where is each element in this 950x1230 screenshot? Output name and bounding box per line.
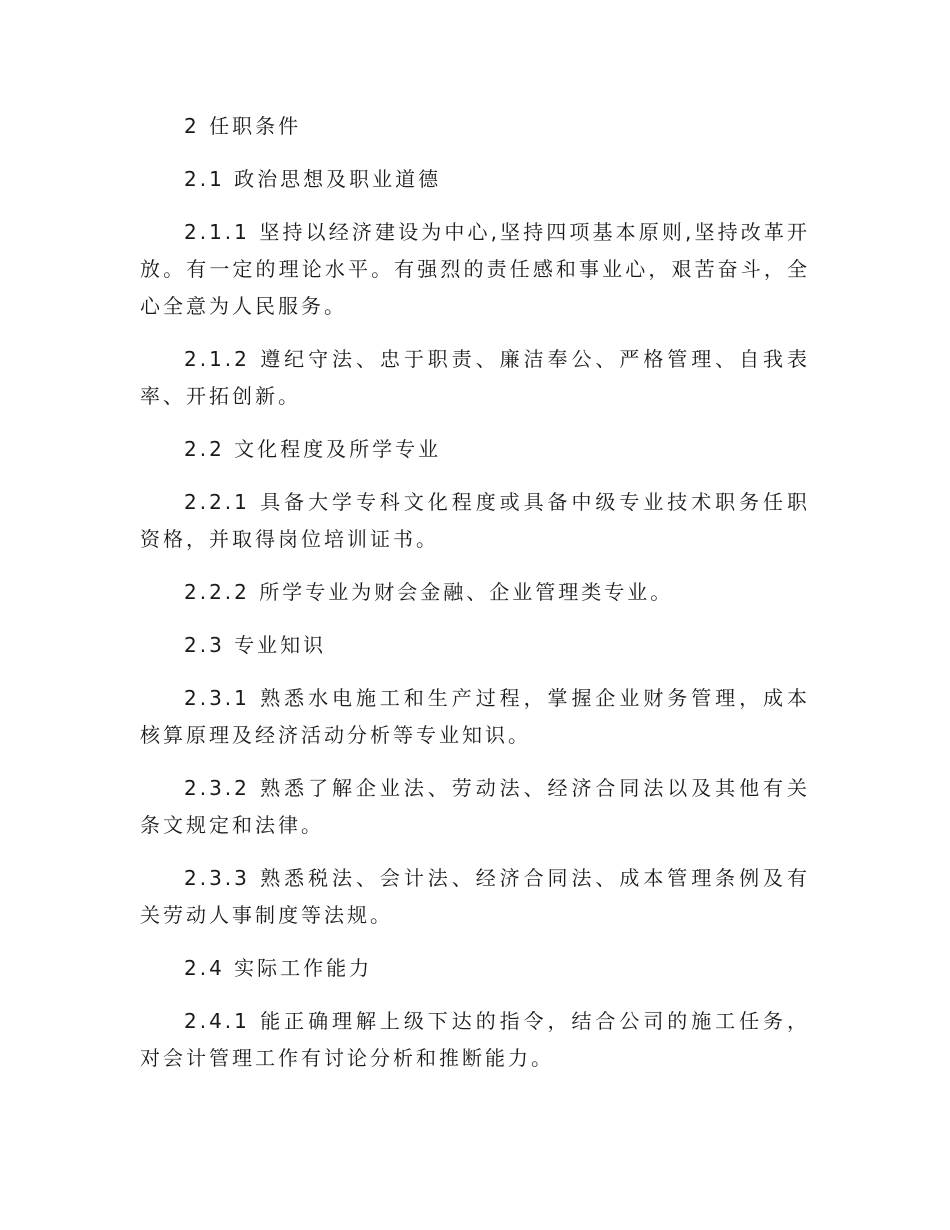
section-heading-2: 2 任职条件 <box>184 114 302 138</box>
subsection-heading-2-4: 2.4 实际工作能力 <box>184 956 373 980</box>
subsection-heading-2-3: 2.3 专业知识 <box>184 633 327 657</box>
paragraph-2-4-1: 2.4.1 能正确理解上级下达的指令，结合公司的施工任务，对会计管理工作有讨论分析和推断能力。 <box>140 1009 810 1070</box>
paragraph-2-2-1: 2.2.1 具备大学专科文化程度或具备中级专业技术职务任职资格，并取得岗位培训证书。 <box>140 490 810 551</box>
subsection-heading-2-2: 2.2 文化程度及所学专业 <box>184 437 442 461</box>
paragraph-2-3-2: 2.3.2 熟悉了解企业法、劳动法、经济合同法以及其他有关条文规定和法律。 <box>140 776 810 837</box>
document-body <box>140 108 810 1093</box>
subsection-heading-2-1: 2.1 政治思想及职业道德 <box>184 167 442 191</box>
paragraph-2-3-1: 2.3.1 熟悉水电施工和生产过程，掌握企业财务管理，成本核算原理及经济活动分析等专业知识。 <box>140 686 810 747</box>
paragraph-2-3-3: 2.3.3 熟悉税法、会计法、经济合同法、成本管理条例及有关劳动人事制度等法规。 <box>140 866 810 927</box>
paragraph-2-2-2: 2.2.2 所学专业为财会金融、企业管理类专业。 <box>184 580 674 604</box>
paragraph-2-1-2: 2.1.2 遵纪守法、忠于职责、廉洁奉公、严格管理、自我表率、开拓创新。 <box>140 347 810 408</box>
paragraph-2-1-1: 2.1.1 坚持以经济建设为中心,坚持四项基本原则,坚持改革开放。有一定的理论水平。有强烈的责任感和事业心，艰苦奋斗，全心全意为人民服务。 <box>140 220 810 318</box>
